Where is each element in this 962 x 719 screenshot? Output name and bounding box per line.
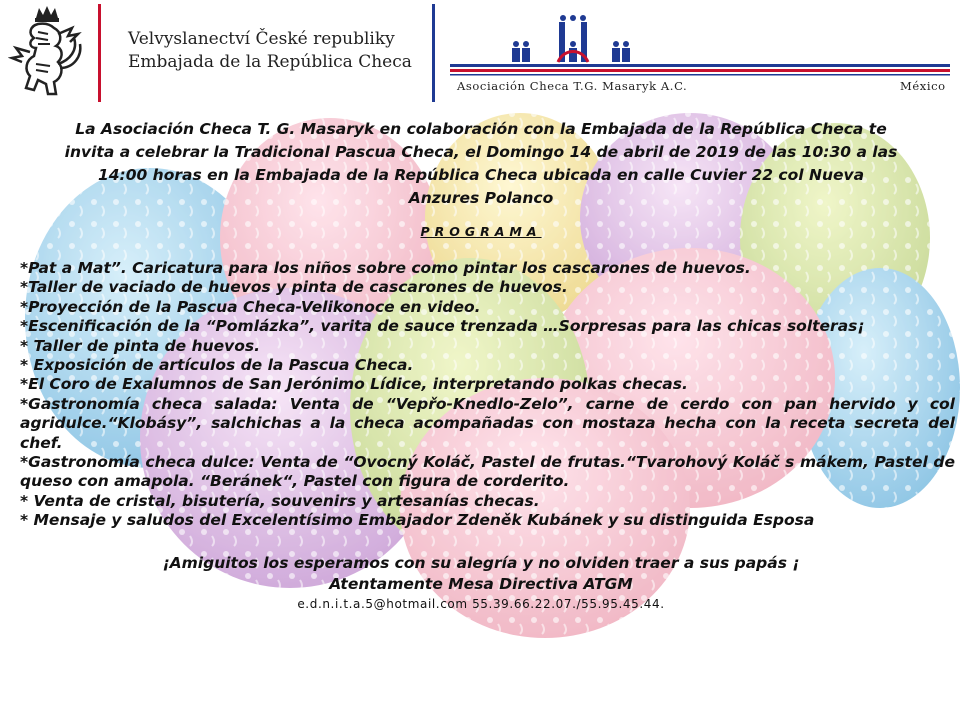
letterhead (0, 0, 962, 108)
invitation-body (0, 118, 962, 611)
intro-line-2: invita a celebrar la Tradicional Pascua Checa, el Domingo 14 de abril de 2019 de las 10:30 a las (64, 143, 898, 161)
program-item: * Venta de cristal, bisutería, souvenirs y artesanías checas. (20, 491, 540, 510)
program-item: *Pat a Mat”. Caricatura para los niños sobre como pintar los cascarones de huevos. (20, 259, 751, 277)
embassy-name-czech: Velvyslanectví České republiky (128, 29, 395, 49)
embassy-name-spanish: Embajada de la República Checa (128, 52, 412, 72)
czech-lion-emblem-icon (8, 4, 86, 100)
closing-line-1: ¡Amiguitos los esperamos con su alegría y no olviden traer a sus papás ¡ (162, 553, 800, 572)
program-item: * Taller de pinta de huevos. (20, 336, 261, 355)
blue-divider (432, 4, 435, 102)
programa-heading: PROGRAMA (420, 224, 542, 239)
association-city: México (900, 79, 946, 93)
program-item: *Taller de vaciado de huevos y pinta de cascarones de huevos. (20, 278, 568, 297)
program-item: *Escenificación de la “Pomlázka”, varita de sauce trenzada …Sorpresas para las chicas solteras¡ (20, 317, 865, 336)
program-item: *Proyección de la Pascua Checa-Velikonoce en video. (20, 297, 481, 316)
red-divider (98, 4, 101, 102)
closing-signature: Atentamente Mesa Directiva ATGM (329, 574, 633, 593)
association-name: Asociación Checa T.G. Masaryk A.C. (457, 79, 688, 93)
program-item: *El Coro de Exalumnos de San Jerónimo Lídice, interpretando polkas checas. (20, 375, 688, 394)
program-item: * Mensaje y saludos del Excelentísimo Embajador Zdeněk Kubánek y su distinguida Esposa (20, 511, 815, 530)
intro-line-3: 14:00 horas en la Embajada de la República Checa ubicada en calle Cuvier 22 col Nueva (97, 166, 865, 184)
program-item: *Gastronomía checa salada: Venta de “Vepřo-Knedlo-Zelo”, carne de cerdo con pan hervido y col agridulce.“Klobásy”, salchichas a la checa acompañadas con mostaza hecha con la receta secreta del chef. (20, 394, 955, 452)
intro-line-4: Anzures Polanco (408, 189, 554, 207)
program-item: * Exposición de artículos de la Pascua Checa. (20, 356, 414, 375)
program-item: *Gastronomía checa dulce: Venta de “Ovocný Koláč, Pastel de frutas.“Tvarohový Koláč s mákem, Pastel de queso con amapola. “Beránek“, Pastel con figura de corderito. (20, 453, 955, 491)
embassy-name (128, 28, 412, 74)
contact-info: e.d.n.i.t.a.5@hotmail.com 55.39.66.22.07./55.95.45.44. (297, 596, 665, 611)
closing-message (0, 553, 962, 595)
intro-line-1: La Asociación Checa T. G. Masaryk en colaboración con la Embajada de la República Checa te (75, 120, 887, 138)
program-list (20, 259, 955, 531)
invitation-intro (11, 118, 951, 210)
